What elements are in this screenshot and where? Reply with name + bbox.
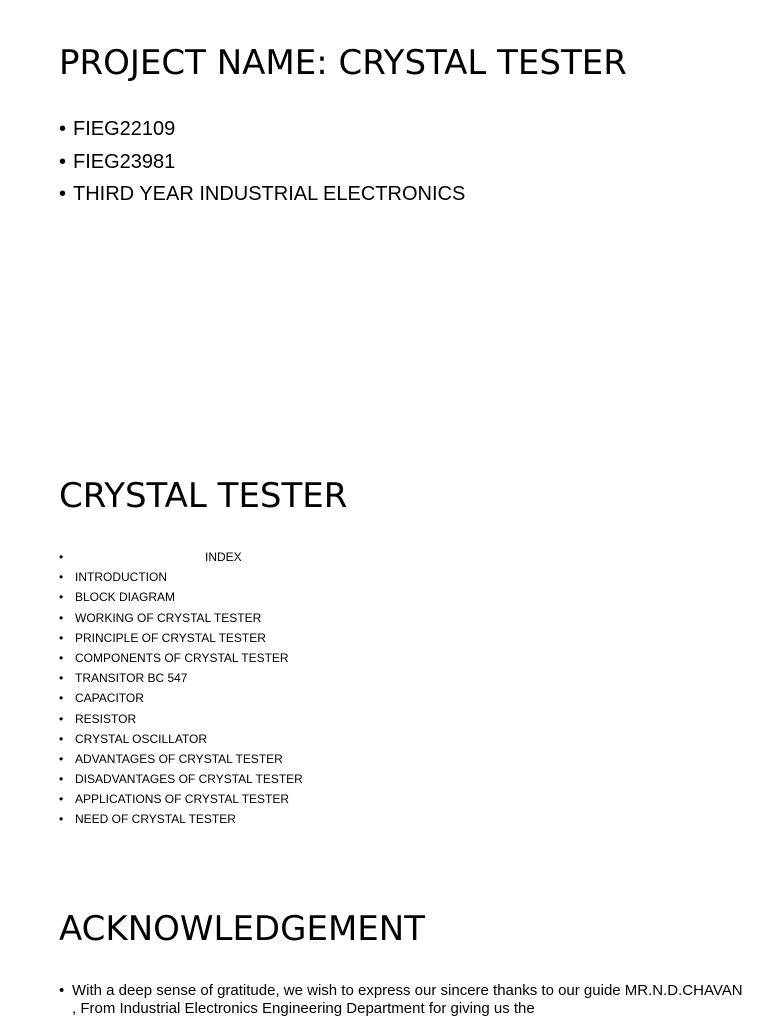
bullet-icon: • xyxy=(59,751,64,766)
list-item xyxy=(59,649,303,669)
bullet-icon: • xyxy=(59,570,64,585)
slide-3-title: ACKNOWLEDGEMENT xyxy=(59,909,425,949)
list-item xyxy=(59,548,303,568)
bullet-icon: • xyxy=(59,150,67,173)
list-item xyxy=(59,810,303,830)
bullet-icon: • xyxy=(59,731,64,746)
list-item xyxy=(59,149,465,182)
index-item: RESISTOR xyxy=(75,711,137,726)
bullet-icon: • xyxy=(59,118,67,140)
bullet-icon: • xyxy=(59,183,67,205)
bullet-icon: • xyxy=(59,610,64,625)
bullet-icon: • xyxy=(59,630,64,645)
bullet-icon: • xyxy=(59,982,65,999)
index-item: WORKING OF CRYSTAL TESTER xyxy=(75,610,262,625)
slide-1-title: PROJECT NAME: CRYSTAL TESTER xyxy=(59,43,627,83)
index-item: TRANSITOR BC 547 xyxy=(75,671,188,686)
class-label: THIRD YEAR INDUSTRIAL ELECTRONICS xyxy=(73,183,466,205)
roll-number-2: FIEG23981 xyxy=(73,150,176,173)
bullet-icon: • xyxy=(59,691,64,706)
bullet-icon: • xyxy=(59,650,64,665)
index-item: BLOCK DIAGRAM xyxy=(75,590,176,605)
index-item: CRYSTAL OSCILLATOR xyxy=(75,731,208,746)
index-item: PRINCIPLE OF CRYSTAL TESTER xyxy=(75,630,266,645)
bullet-icon: • xyxy=(59,792,64,807)
index-item: ADVANTAGES OF CRYSTAL TESTER xyxy=(75,751,283,766)
list-item xyxy=(59,181,465,214)
list-item xyxy=(59,669,303,689)
list-item xyxy=(59,770,303,790)
list-item xyxy=(59,609,303,629)
index-item: CAPACITOR xyxy=(75,691,144,706)
acknowledgement-text: With a deep sense of gratitude, we wish to express our sincere thanks to our guide MR.N.D.CHAVAN , From Industrial Electronics Engineering Department for giving us the xyxy=(72,982,743,1017)
list-item xyxy=(59,588,303,608)
list-item xyxy=(59,629,303,649)
bullet-icon: • xyxy=(59,772,64,787)
bullet-icon: • xyxy=(59,812,64,827)
list-item xyxy=(59,790,303,810)
index-item: NEED OF CRYSTAL TESTER xyxy=(75,812,236,827)
bullet-icon: • xyxy=(59,590,64,605)
list-item xyxy=(59,689,303,709)
roll-number-1: FIEG22109 xyxy=(73,118,176,140)
index-item: APPLICATIONS OF CRYSTAL TESTER xyxy=(75,792,290,807)
project-details-list xyxy=(59,116,465,214)
index-item: COMPONENTS OF CRYSTAL TESTER xyxy=(75,650,289,665)
index-item: INTRODUCTION xyxy=(75,570,167,585)
acknowledgement-paragraph xyxy=(59,982,749,1018)
list-item xyxy=(59,730,303,750)
list-item xyxy=(59,750,303,770)
bullet-icon: • xyxy=(59,671,64,686)
bullet-icon: • xyxy=(59,711,64,726)
list-item xyxy=(59,568,303,588)
bullet-icon: • xyxy=(59,550,64,564)
list-item xyxy=(59,710,303,730)
index-list xyxy=(59,548,303,831)
slide-2-title: CRYSTAL TESTER xyxy=(59,476,348,516)
index-item: DISADVANTAGES OF CRYSTAL TESTER xyxy=(75,772,303,787)
index-heading: INDEX xyxy=(205,550,242,564)
list-item xyxy=(59,116,465,149)
